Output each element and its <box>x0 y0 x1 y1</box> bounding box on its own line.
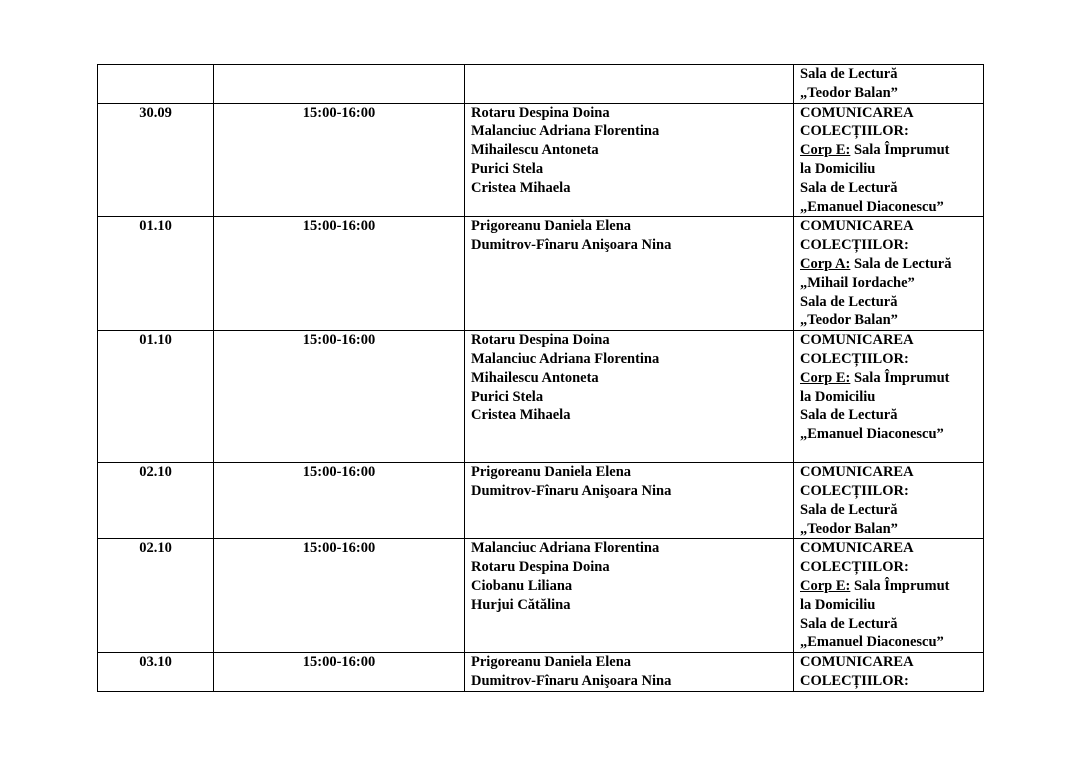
location-line: Sala de Lectură <box>800 293 898 310</box>
date-cell: 01.10 <box>98 331 214 463</box>
location-line <box>800 369 977 388</box>
location-line: la Domiciliu <box>800 596 876 613</box>
time-cell: 15:00-16:00 <box>214 331 465 463</box>
table-row <box>98 463 984 539</box>
name-line: Cristea Mihaela <box>471 407 571 424</box>
names-cell <box>465 331 794 463</box>
names-cell <box>465 103 794 217</box>
location-cell <box>794 103 984 217</box>
location-line <box>800 577 977 596</box>
location-heading: COMUNICAREA <box>800 104 914 121</box>
name-line: Cristea Mihaela <box>471 179 571 196</box>
location-line: „Emanuel Diaconescu” <box>800 198 944 215</box>
names-cell <box>465 463 794 539</box>
name-line: Ciobanu Liliana <box>471 577 573 594</box>
location-heading: COLECȚIILOR: <box>800 482 909 499</box>
date-cell: 01.10 <box>98 217 214 331</box>
name-line: Dumitrov-Fînaru Anişoara Nina <box>471 482 672 499</box>
location-cell <box>794 463 984 539</box>
location-line: „Emanuel Diaconescu” <box>800 634 944 651</box>
table-row <box>98 539 984 653</box>
date-cell: 30.09 <box>98 103 214 217</box>
name-line: Malanciuc Adriana Florentina <box>471 540 660 557</box>
location-heading: COMUNICAREA <box>800 654 914 671</box>
name-line: Rotaru Despina Doina <box>471 332 610 349</box>
location-heading: COLECȚIILOR: <box>800 237 909 254</box>
time-cell: 15:00-16:00 <box>214 539 465 653</box>
schedule-table <box>97 64 984 692</box>
location-cell <box>794 539 984 653</box>
location-line: Sala de Lectură <box>800 501 898 518</box>
location-line: „Emanuel Diaconescu” <box>800 426 944 443</box>
name-line: Hurjui Cătălina <box>471 596 571 613</box>
location-heading: COLECȚIILOR: <box>800 672 909 689</box>
name-line: Dumitrov-Fînaru Anişoara Nina <box>471 672 672 689</box>
name-line: Purici Stela <box>471 388 544 405</box>
corp-label: Corp E: <box>800 577 851 594</box>
name-line: Malanciuc Adriana Florentina <box>471 350 660 367</box>
name-line: Prigoreanu Daniela Elena <box>471 464 632 481</box>
location-line: „Teodor Balan” <box>800 312 898 329</box>
name-line: Prigoreanu Daniela Elena <box>471 654 632 671</box>
location-line: „Teodor Balan” <box>800 520 898 537</box>
date-cell <box>98 65 214 104</box>
name-line: Dumitrov-Fînaru Anişoara Nina <box>471 237 672 254</box>
table-row <box>98 331 984 463</box>
location-cell <box>794 217 984 331</box>
location-line: „Teodor Balan” <box>800 84 898 101</box>
location-cell <box>794 65 984 104</box>
table-row <box>98 65 984 104</box>
location-heading: COLECȚIILOR: <box>800 350 909 367</box>
names-cell <box>465 65 794 104</box>
corp-label: Corp A: <box>800 255 851 272</box>
location-heading: COMUNICAREA <box>800 540 914 557</box>
time-cell: 15:00-16:00 <box>214 103 465 217</box>
time-cell: 15:00-16:00 <box>214 217 465 331</box>
location-line: Sala de Lectură <box>800 179 898 196</box>
location-heading: COLECȚIILOR: <box>800 559 909 576</box>
corp-label: Corp E: <box>800 142 851 159</box>
location-line: la Domiciliu <box>800 160 876 177</box>
corp-label: Corp E: <box>800 369 851 386</box>
location-heading: COMUNICAREA <box>800 464 914 481</box>
location-heading: COMUNICAREA <box>800 332 914 349</box>
names-cell <box>465 653 794 692</box>
name-line: Prigoreanu Daniela Elena <box>471 218 632 235</box>
location-cell <box>794 653 984 692</box>
name-line: Mihailescu Antoneta <box>471 369 599 386</box>
time-cell: 15:00-16:00 <box>214 653 465 692</box>
location-line <box>800 255 977 274</box>
location-line: „Mihail Iordache” <box>800 274 915 291</box>
location-line: Sala de Lectură <box>800 407 898 424</box>
table-row <box>98 103 984 217</box>
date-cell: 02.10 <box>98 539 214 653</box>
corp-room: Sala Împrumut <box>850 142 950 159</box>
corp-room: Sala Împrumut <box>850 577 950 594</box>
location-line <box>800 141 977 160</box>
location-heading: COMUNICAREA <box>800 218 914 235</box>
corp-room: Sala Împrumut <box>850 369 950 386</box>
table-row <box>98 217 984 331</box>
date-cell: 02.10 <box>98 463 214 539</box>
location-line: Sala de Lectură <box>800 615 898 632</box>
name-line: Purici Stela <box>471 160 544 177</box>
location-line: la Domiciliu <box>800 388 876 405</box>
corp-room: Sala de Lectură <box>850 255 952 272</box>
name-line: Rotaru Despina Doina <box>471 104 610 121</box>
name-line: Rotaru Despina Doina <box>471 559 610 576</box>
time-cell: 15:00-16:00 <box>214 463 465 539</box>
names-cell <box>465 217 794 331</box>
location-cell <box>794 331 984 463</box>
table-row <box>98 653 984 692</box>
date-cell: 03.10 <box>98 653 214 692</box>
time-cell <box>214 65 465 104</box>
location-heading: COLECȚIILOR: <box>800 123 909 140</box>
name-line: Mihailescu Antoneta <box>471 142 599 159</box>
location-line: Sala de Lectură <box>800 66 898 82</box>
names-cell <box>465 539 794 653</box>
name-line: Malanciuc Adriana Florentina <box>471 123 660 140</box>
